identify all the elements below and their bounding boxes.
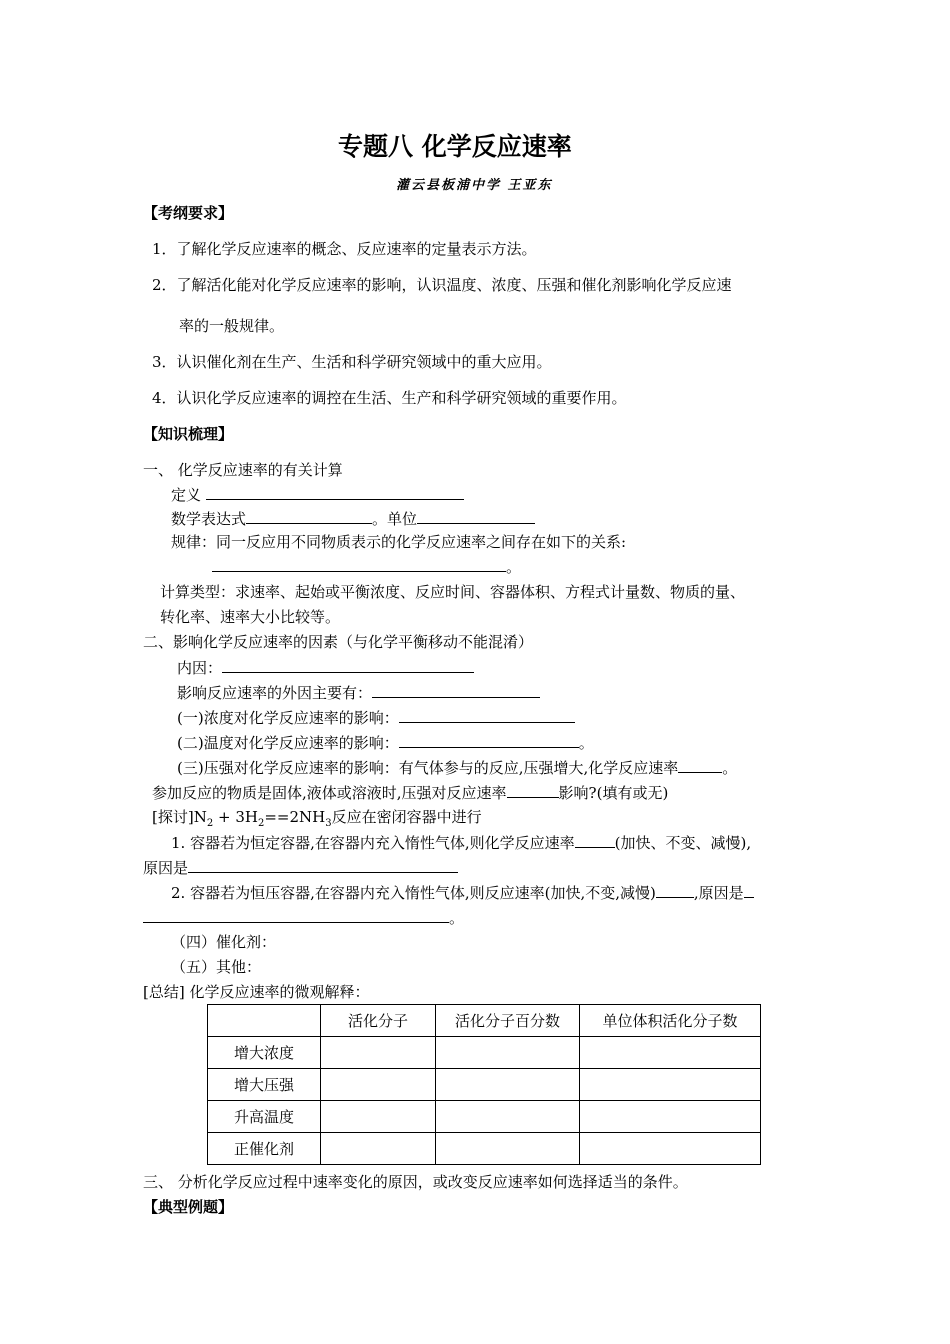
- table-header-cell: [208, 1005, 321, 1037]
- requirement-1: 1．了解化学反应速率的概念、反应速率的定量表示方法。: [152, 240, 537, 258]
- catalyst-line: （四）催化剂：: [171, 933, 277, 951]
- requirement-2-line1: 2．了解活化能对化学反应速率的影响，认识温度、浓度、压强和催化剂影响化学反应速: [152, 276, 732, 294]
- section-requirements: 【考纲要求】: [143, 204, 234, 222]
- expression-label: 数学表达式: [171, 510, 247, 528]
- temperature-label: (二)温度对化学反应速率的影响：: [177, 734, 399, 752]
- question-2-text: 2. 容器若为恒压容器,在容器内充入惰性气体,则反应速率(加快,不变,减慢): [171, 884, 656, 902]
- part1-heading: 一、 化学反应速率的有关计算: [143, 461, 343, 479]
- question-1-line: [171, 832, 751, 853]
- temperature-end: 。: [578, 734, 594, 752]
- explore-text-1: [探讨]N: [152, 808, 207, 826]
- question-2-end: 。: [449, 909, 465, 927]
- solid-liquid-label: 参加反应的物质是固体,液体或溶液时,压强对反应速率: [152, 784, 507, 802]
- table-cell: [321, 1037, 436, 1069]
- solid-liquid-blank: [507, 782, 559, 798]
- solid-liquid-tail: 影响?(填有或无): [558, 784, 669, 802]
- outer-cause-blank: [372, 682, 540, 698]
- table-cell: [436, 1069, 580, 1101]
- table-header-cell: 活化分子百分数: [436, 1005, 580, 1037]
- explore-text-4: 反应在密闭容器中进行: [331, 808, 482, 826]
- temperature-blank: [399, 732, 579, 748]
- row-label: 增大压强: [208, 1069, 321, 1101]
- question-1-blank: [575, 832, 615, 848]
- table-cell: [580, 1037, 761, 1069]
- unit-blank: [417, 508, 535, 524]
- explore-text-3: ==2NH: [264, 808, 326, 826]
- outer-cause-line: [177, 682, 540, 703]
- table-header-row: [208, 1005, 761, 1037]
- explore-line: [152, 807, 482, 827]
- table-cell: [321, 1069, 436, 1101]
- explore-nh3-subscript: 3: [325, 818, 332, 829]
- concentration-label: (一)浓度对化学反应速率的影响：: [177, 709, 399, 727]
- pressure-line: [177, 757, 737, 778]
- table-cell: [321, 1101, 436, 1133]
- row-label: 正催化剂: [208, 1133, 321, 1165]
- calc-types-line2: 转化率、速率大小比较等。: [160, 608, 341, 626]
- section-examples: 【典型例题】: [143, 1198, 234, 1216]
- question-2-reason-label: ,原因是: [693, 884, 744, 902]
- pressure-blank: [678, 757, 722, 773]
- part3-heading: 三、 分析化学反应过程中速率变化的原因，或改变反应速率如何选择适当的条件。: [143, 1173, 688, 1191]
- unit-label: 。单位: [372, 510, 418, 528]
- question-2-reason-blank-a: [744, 882, 754, 898]
- table-cell: [321, 1133, 436, 1165]
- pressure-end: 。: [722, 759, 738, 777]
- outer-cause-label: 影响反应速率的外因主要有：: [177, 684, 373, 702]
- pressure-label: (三)压强对化学反应速率的影响：有气体参与的反应,压强增大,化学反应速率: [177, 759, 679, 777]
- question-1-reason-label: 原因是: [143, 859, 189, 877]
- rule-blank: [212, 556, 506, 572]
- row-label: 升高温度: [208, 1101, 321, 1133]
- summary-line: [总结] 化学反应速率的微观解释：: [143, 983, 370, 1001]
- question-2-reason-line: [143, 907, 464, 928]
- expression-line: [171, 508, 535, 529]
- table-cell: [580, 1069, 761, 1101]
- inner-cause-label: 内因：: [177, 659, 223, 677]
- question-2-blank: [656, 882, 694, 898]
- question-1-options: (加快、不变、减慢),: [614, 834, 752, 852]
- question-1-reason-line: [143, 857, 458, 878]
- summary-table: [207, 1004, 761, 1165]
- table-row: [208, 1101, 761, 1133]
- section-knowledge: 【知识梳理】: [143, 425, 234, 443]
- expression-blank: [246, 508, 372, 524]
- concentration-blank: [399, 707, 575, 723]
- table-row: [208, 1037, 761, 1069]
- row-label: 增大浓度: [208, 1037, 321, 1069]
- explore-n2-subscript: 2: [206, 818, 214, 829]
- temperature-line: [177, 732, 594, 753]
- table-row: [208, 1133, 761, 1165]
- definition-blank: [206, 484, 464, 500]
- author-line: 灌云县板浦中学 王亚东: [396, 178, 553, 193]
- inner-cause-line: [177, 657, 474, 678]
- table-cell: [436, 1037, 580, 1069]
- solid-liquid-line: [152, 782, 668, 803]
- requirement-3: 3．认识催化剂在生产、生活和科学研究领域中的重大应用。: [152, 353, 552, 371]
- rule-blank-line: [212, 556, 521, 577]
- part2-heading: 二、影响化学反应速率的因素（与化学平衡移动不能混淆）: [143, 633, 534, 651]
- requirement-2-line2: 率的一般规律。: [179, 317, 285, 335]
- explore-text-2: + 3H: [213, 808, 258, 826]
- definition-line: [171, 484, 464, 505]
- question-1-reason-blank: [188, 857, 458, 873]
- inner-cause-blank: [222, 657, 474, 673]
- page-title: 专题八 化学反应速率: [338, 132, 572, 161]
- table-header-cell: 活化分子: [321, 1005, 436, 1037]
- question-2-line: [171, 882, 754, 903]
- table-cell: [436, 1101, 580, 1133]
- rule-end: 。: [506, 558, 522, 576]
- explore-h2-subscript: 2: [257, 818, 265, 829]
- rule-line: 规律：同一反应用不同物质表示的化学反应速率之间存在如下的关系:: [171, 533, 627, 551]
- table-cell: [580, 1101, 761, 1133]
- concentration-line: [177, 707, 575, 728]
- calc-types-line1: 计算类型：求速率、起始或平衡浓度、反应时间、容器体积、方程式计量数、物质的量、: [160, 583, 746, 601]
- table-cell: [580, 1133, 761, 1165]
- table-row: [208, 1069, 761, 1101]
- table-header-cell: 单位体积活化分子数: [580, 1005, 761, 1037]
- definition-label: 定义: [171, 486, 202, 504]
- question-1-text: 1. 容器若为恒定容器,在容器内充入惰性气体,则化学反应速率: [171, 834, 575, 852]
- other-line: （五）其他：: [171, 958, 262, 976]
- question-2-reason-blank: [143, 907, 449, 923]
- table-cell: [436, 1133, 580, 1165]
- requirement-4: 4．认识化学反应速率的调控在生活、生产和科学研究领域的重要作用。: [152, 389, 627, 407]
